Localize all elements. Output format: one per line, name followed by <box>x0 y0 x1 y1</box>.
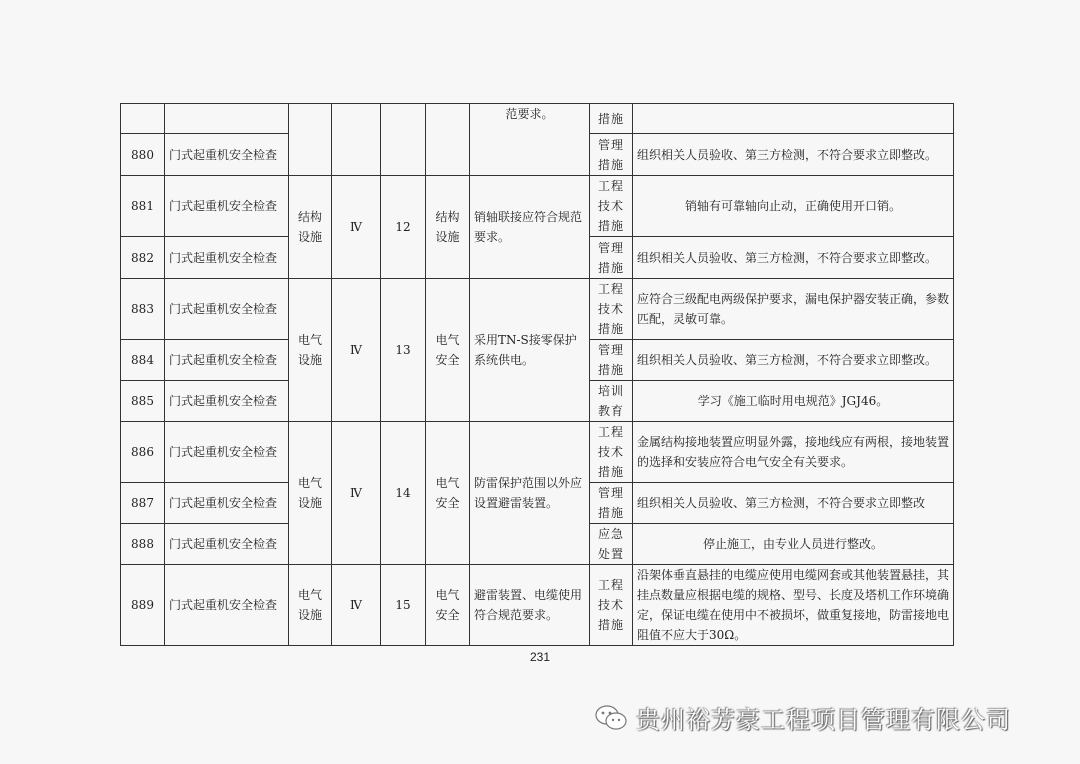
measure-type: 措施 <box>590 104 633 134</box>
subcategory-cell: 电气安全 <box>426 422 470 565</box>
requirement: 金属结构接地装置应明显外露，接地线应有两根，接地装置的选择和安装应符合电气安全有关要求。 <box>633 422 954 483</box>
row-number: 883 <box>121 279 165 340</box>
subcategory-cell <box>426 104 470 176</box>
number-cell: 15 <box>381 565 426 646</box>
requirement: 学习《施工临时用电规范》JGJ46。 <box>633 381 954 422</box>
item-name: 门式起重机安全检查 <box>165 524 289 565</box>
row-number: 889 <box>121 565 165 646</box>
level-cell: Ⅳ <box>332 176 381 279</box>
requirement: 停止施工，由专业人员进行整改。 <box>633 524 954 565</box>
description-cell: 避雷装置、电缆使用符合规范要求。 <box>470 565 590 646</box>
number-cell: 14 <box>381 422 426 565</box>
watermark <box>594 700 1011 735</box>
table-row <box>121 422 954 483</box>
level-cell: Ⅳ <box>332 565 381 646</box>
row-number: 887 <box>121 483 165 524</box>
subcategory-cell: 电气安全 <box>426 565 470 646</box>
row-number: 888 <box>121 524 165 565</box>
description-cell: 销轴联接应符合规范要求。 <box>470 176 590 279</box>
item-name: 门式起重机安全检查 <box>165 176 289 237</box>
watermark-text: 贵州裕芳豪工程项目管理有限公司 <box>636 706 1011 734</box>
measure-type: 应急处置 <box>590 524 633 565</box>
row-number: 884 <box>121 340 165 381</box>
level-cell: Ⅳ <box>332 279 381 422</box>
level-cell: Ⅳ <box>332 422 381 565</box>
item-name: 门式起重机安全检查 <box>165 565 289 646</box>
category-cell: 结构设施 <box>289 176 332 279</box>
subcategory-cell: 结构设施 <box>426 176 470 279</box>
table-row <box>121 565 954 646</box>
description-cell: 防雷保护范围以外应设置避雷装置。 <box>470 422 590 565</box>
requirement: 销轴有可靠轴向止动，正确使用开口销。 <box>633 176 954 237</box>
requirement: 组织相关人员验收、第三方检测，不符合要求立即整改。 <box>633 340 954 381</box>
table-row <box>121 104 954 134</box>
item-name: 门式起重机安全检查 <box>165 381 289 422</box>
requirement: 组织相关人员验收、第三方检测，不符合要求立即整改。 <box>633 237 954 279</box>
wechat-icon <box>594 703 628 733</box>
measure-type: 工程技术措施 <box>590 565 633 646</box>
item-name: 门式起重机安全检查 <box>165 340 289 381</box>
measure-type: 管理措施 <box>590 483 633 524</box>
row-number: 886 <box>121 422 165 483</box>
item-name: 门式起重机安全检查 <box>165 279 289 340</box>
safety-inspection-table <box>120 103 954 646</box>
measure-type: 工程技术措施 <box>590 422 633 483</box>
item-name: 门式起重机安全检查 <box>165 422 289 483</box>
item-name: 门式起重机安全检查 <box>165 134 289 176</box>
measure-type: 工程技术措施 <box>590 176 633 237</box>
requirement: 应符合三级配电两级保护要求，漏电保护器安装正确，参数匹配，灵敏可靠。 <box>633 279 954 340</box>
category-cell: 电气设施 <box>289 565 332 646</box>
category-cell: 电气设施 <box>289 279 332 422</box>
requirement <box>633 104 954 134</box>
measure-type: 管理措施 <box>590 134 633 176</box>
row-number: 881 <box>121 176 165 237</box>
item-name <box>165 104 289 134</box>
description-cell: 范要求。 <box>470 104 590 176</box>
subcategory-cell: 电气安全 <box>426 279 470 422</box>
row-number: 885 <box>121 381 165 422</box>
table-row <box>121 279 954 340</box>
item-name: 门式起重机安全检查 <box>165 483 289 524</box>
category-cell: 电气设施 <box>289 422 332 565</box>
row-number: 880 <box>121 134 165 176</box>
category-cell <box>289 104 332 176</box>
page-number: 231 <box>529 650 551 664</box>
requirement: 组织相关人员验收、第三方检测，不符合要求立即整改 <box>633 483 954 524</box>
number-cell: 12 <box>381 176 426 279</box>
requirement: 组织相关人员验收、第三方检测，不符合要求立即整改。 <box>633 134 954 176</box>
measure-type: 管理措施 <box>590 340 633 381</box>
row-number: 882 <box>121 237 165 279</box>
measure-type: 管理措施 <box>590 237 633 279</box>
measure-type: 工程技术措施 <box>590 279 633 340</box>
description-cell: 采用TN-S接零保护系统供电。 <box>470 279 590 422</box>
item-name: 门式起重机安全检查 <box>165 237 289 279</box>
number-cell <box>381 104 426 176</box>
table-row <box>121 176 954 237</box>
measure-type: 培训教育 <box>590 381 633 422</box>
requirement: 沿架体垂直悬挂的电缆应使用电缆网套或其他装置悬挂，其挂点数量应根据电缆的规格、型号、长度及塔机工作环境确定，保证电缆在使用中不被损坏，做重复接地，防雷接地电阻值不应大于30Ω。 <box>633 565 954 646</box>
row-number <box>121 104 165 134</box>
level-cell <box>332 104 381 176</box>
number-cell: 13 <box>381 279 426 422</box>
